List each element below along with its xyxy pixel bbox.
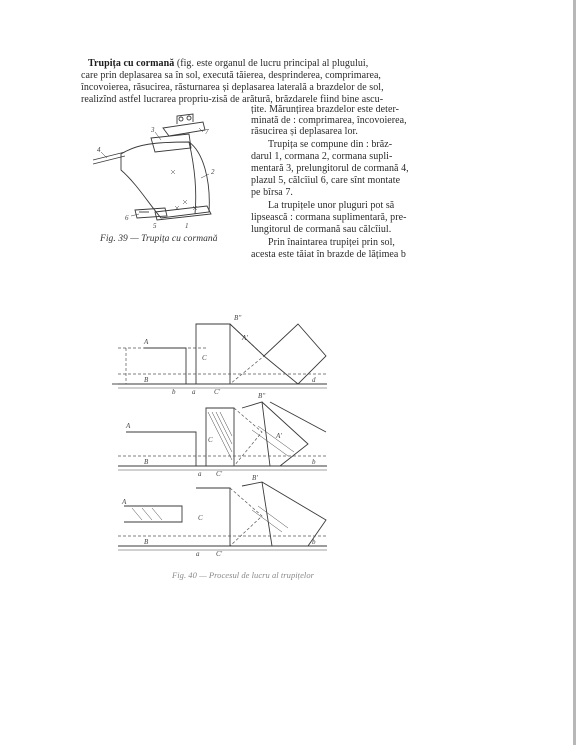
bolt-marks [171,170,197,210]
fig40-label: b [312,538,316,546]
fig39-label: 5 [153,222,157,230]
paragraph-line: La trupițele unor pluguri pot să [268,200,395,211]
diagram-bottom [118,474,327,558]
fig40-label: B' [252,474,258,482]
paragraph-line: pe bîrsa 7. [251,187,293,198]
paragraph-line: Trupița se compune din : brăz- [268,139,393,150]
fig40-label: C [198,514,203,522]
fig40-label: a [192,388,196,396]
paragraph-line: minată de : comprimarea, încovoierea, [251,115,407,126]
paragraph-line: lipsească : cormana suplimentară, pre- [251,212,407,223]
paragraph-line: încovoierea, răsucirea, răsturnarea și deplasarea laterală a brazdelor de sol, [81,82,384,93]
fig40-label: A' [242,334,248,342]
fig40-label: C [208,436,213,444]
diagram-top [112,314,327,396]
fig40-label: C' [216,550,223,558]
paragraph-line: acesta este tăiat în brazde de lățimea b [251,249,406,260]
fig40-label: A' [276,432,282,440]
figure-caption: Fig. 39 — Trupița cu cormană [100,234,218,244]
fig39-label: 2 [211,168,215,176]
figure-caption: Fig. 40 — Procesul de lucru al trupițelor [172,570,314,580]
fig40-label: C [202,354,207,362]
fig40-label: B [144,376,149,384]
fig39-label: 6 [125,214,129,222]
paragraph-line: realizînd astfel lucrarea propriu-zisă de arătură, brăzdarele fiind bine ascu- [81,94,384,105]
fig40-label: C' [214,388,221,396]
fig40-label: B [144,458,149,466]
fig39-label: 1 [185,222,189,230]
paragraph-line: mentară 3, prelungitorul de cormană 4, [251,163,409,174]
paragraph-line: lungitorul de cormană sau călcîiul. [251,224,392,235]
fig40-label: B'' [258,392,266,400]
fig39-label: 3 [151,126,155,134]
fig39-plough-drawing [85,108,235,230]
fig40-label: b [172,388,176,396]
fig39-label: 7 [205,128,209,136]
fig40-label: b [312,458,316,466]
paragraph-line: țite. Mărunțirea brazdelor este deter- [251,104,400,115]
fig40-label: a [196,550,200,558]
fig40-label: B [144,538,149,546]
diagram-middle [118,392,327,478]
fig40-label: A [126,422,131,430]
paragraph-line: Prin înaintarea trupiței prin sol, [268,237,395,248]
fig40-label: C' [216,470,223,478]
fig40-label: d [312,376,316,384]
term-bold: Trupița cu cormană [88,58,175,69]
paragraph-line: plazul 5, călcîiul 6, care sînt montate [251,175,401,186]
fig39-label: 4 [97,146,101,154]
paragraph-line: răsucirea și deplasarea lor. [251,126,358,137]
fig40-label: A [122,498,127,506]
paragraph-line: care prin deplasarea sa în sol, execută tăierea, desprinderea, comprimarea, [81,70,381,81]
fig40-label: B'' [234,314,242,322]
fig40-label: a [198,470,202,478]
paragraph-text: (fig. este organul de lucru principal al plugului, [176,58,369,69]
fig40-label: A [144,338,149,346]
paragraph-line [88,58,368,69]
fig40-process-diagram [112,310,342,570]
paragraph-line: darul 1, cormana 2, cormana supli- [251,151,393,162]
